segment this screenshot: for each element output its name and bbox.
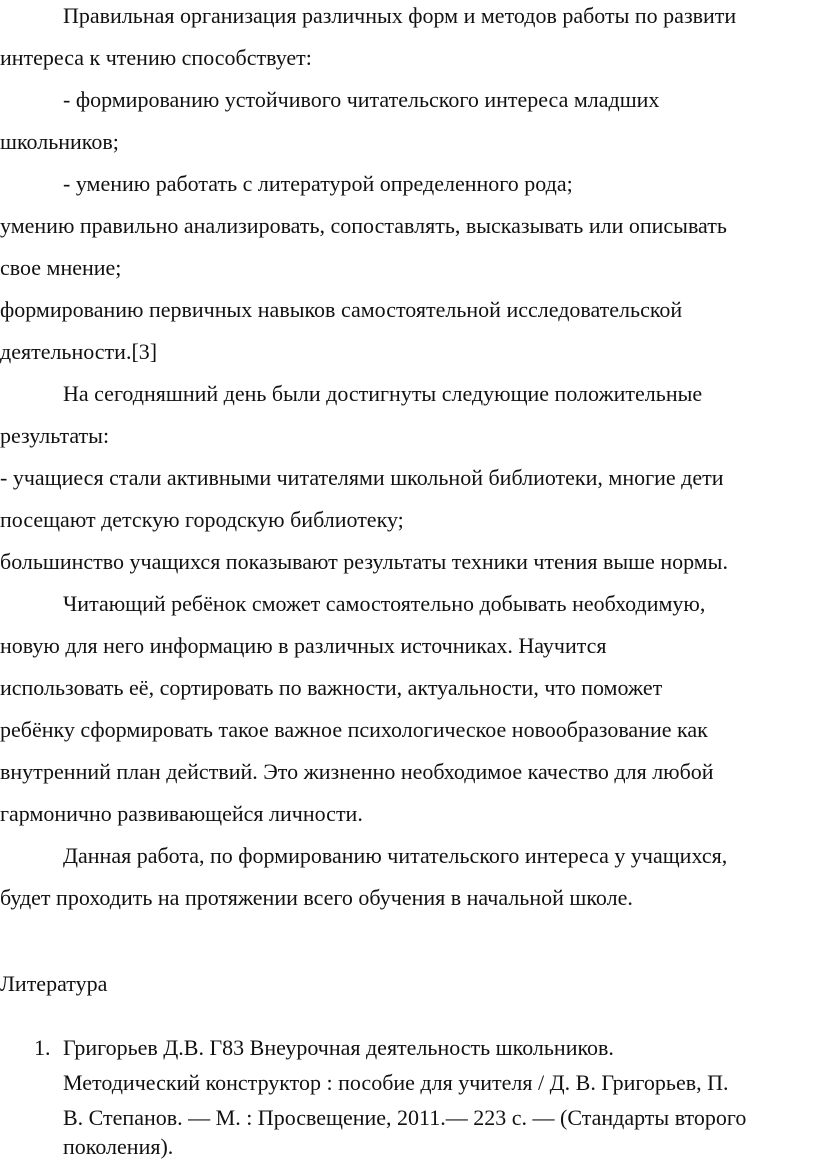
paragraph-line: На сегодняшний день были достигнуты следующие положительные	[63, 381, 703, 406]
paragraph-line: внутренний план действий. Это жизненно необходимое качество для любой	[0, 759, 714, 784]
reference-line: В. Степанов. — М. : Просвещение, 2011.— 223 с. — (Стандарты второго	[63, 1105, 747, 1130]
paragraph-line: Данная работа, по формированию читательского интереса у учащихся,	[63, 843, 728, 868]
list-item-line: - умению работать с литературой определенного рода;	[63, 171, 573, 196]
paragraph-line: ребёнку сформировать такое важное психологическое новообразование как	[0, 717, 708, 742]
list-item-line: - учащиеся стали активными читателями школьной библиотеки, многие дети	[0, 465, 724, 490]
list-item-line: - формированию устойчивого читательского интереса младших	[63, 87, 660, 112]
paragraph-line: Правильная организация различных форм и методов работы по развити	[63, 3, 737, 28]
paragraph-line: Читающий ребёнок сможет самостоятельно добывать необходимую,	[63, 591, 706, 616]
paragraph-line: будет проходить на протяжении всего обучения в начальной школе.	[0, 885, 633, 910]
reference-line: Методический конструктор : пособие для учителя / Д. В. Григорьев, П.	[63, 1070, 729, 1095]
paragraph-line: гармонично развивающейся личности.	[0, 801, 363, 826]
list-item-line: деятельности.[3]	[0, 339, 158, 364]
list-item-line: формированию первичных навыков самостоятельной исследовательской	[0, 297, 683, 322]
paragraph-line: новую для него информацию в различных источниках. Научится	[0, 633, 607, 658]
list-item-line: свое мнение;	[0, 255, 122, 280]
references-heading: Литература	[0, 971, 108, 996]
list-item-line: посещают детскую городскую библиотеку;	[0, 507, 404, 532]
paragraph-line: интереса к чтению способствует:	[0, 45, 312, 70]
paragraph-line: результаты:	[0, 423, 110, 448]
reference-line: поколения).	[63, 1134, 174, 1159]
list-item-line: большинство учащихся показывают результаты техники чтения выше нормы.	[0, 549, 728, 574]
reference-number: 1.	[34, 1035, 51, 1060]
paragraph-line: использовать её, сортировать по важности, актуальности, что поможет	[0, 675, 663, 700]
list-item-line: умению правильно анализировать, сопоставлять, высказывать или описывать	[0, 213, 727, 238]
reference-line: Григорьев Д.В. Г83 Внеурочная деятельность школьников.	[63, 1035, 614, 1060]
list-item-line: школьников;	[0, 129, 119, 154]
